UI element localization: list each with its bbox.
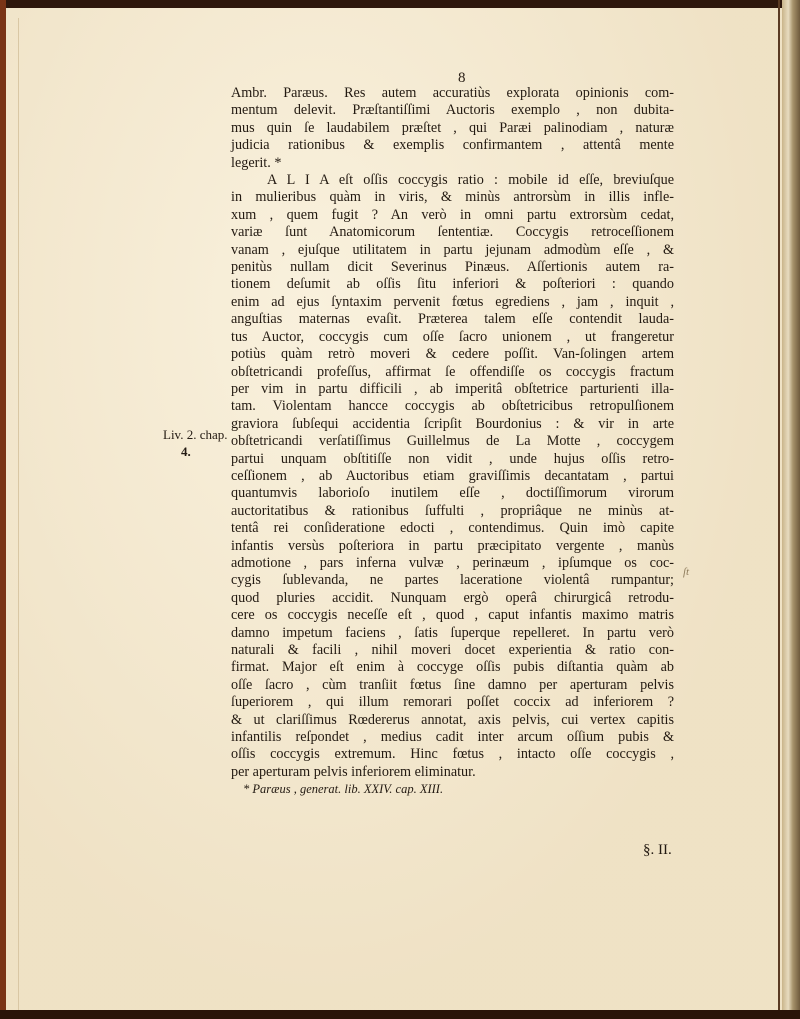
scan-bottom-border — [0, 1010, 800, 1019]
page-number: 8 — [458, 70, 466, 86]
text-line: infantilis reſpondet , medius cadit inter arcum oſſium pubis & — [231, 729, 674, 746]
text-line: firmat. Major eſt enim à coccyge oſſis pubis diſtantia quàm ab — [231, 659, 674, 676]
text-line: tionem deſumit ab oſſis ſitu inferiori & poſteriori : quando — [231, 276, 674, 293]
text-line: partui unquam obſtitiſſe non vidit , unde hujus oſſis retro- — [231, 450, 674, 467]
body-text — [231, 85, 674, 799]
text-line: Ambr. Paræus. Res autem accuratiùs explorata opinionis com- — [231, 85, 674, 101]
text-line: tus Auctor, coccygis cum oſſe ſacro unionem , ut frangeretur — [231, 328, 674, 345]
margin-note-reference: Liv. 2. chap. — [163, 427, 228, 442]
text-line: tam. Violentam hancce coccygis ab obſtetricibus retropulſionem — [231, 398, 674, 415]
text-line: vanam , ejuſque utilitatem in partu jejunam admodùm eſſe , & — [231, 241, 674, 258]
text-line: admotione , pars inferna vulvæ , perinæum , ipſumque os coc- — [231, 554, 674, 571]
text-line: obſtetricandi profeſſus, affirmat ſe offendiſſe os coccygis fractum — [231, 363, 674, 380]
margin-note-chapter: 4. — [181, 444, 191, 459]
text-line: penitùs nullam dicit Severinus Pinæus. Aſſertionis autem ra- — [231, 259, 674, 276]
text-line: enim ad ejus ſyntaxim pervenit fœtus egrediens , jam , inquit , — [231, 293, 674, 310]
text-line: per aperturam pelvis inferiorem eliminatur. — [231, 763, 476, 780]
text-line: & ut clariſſimus Rœdererus annotat, axis pelvis, cui vertex capitis — [231, 711, 674, 728]
text-line: infantis versùs poſteriora in partu præcipitato vergente , manùs — [231, 537, 674, 554]
margin-note — [163, 426, 228, 460]
text-line: legerit. * — [231, 154, 282, 171]
footnote-line: * Paræus , generat. lib. XXIV. cap. XIII. — [243, 782, 444, 797]
text-line: per vim in partu difficili , ab imperitâ obſtetrice parturienti illa- — [231, 380, 674, 397]
text-line: quantumvis laborioſo inutilem eſſe , doctiſſimorum virorum — [231, 485, 674, 502]
text-line: naturali & facili , nihil moveri docet experientia & ratio con- — [231, 642, 674, 658]
text-line: damno impetum faciens , ſatis ſuperque repelleret. In partu verò — [231, 624, 674, 641]
text-line: xum , quem fugit ? An verò in omni partu extrorsùm cedat, — [231, 206, 674, 223]
text-line: cygis ſublevanda, ne partes laceratione violentâ rumpantur; — [231, 572, 674, 589]
text-line: quod pluries accidit. Nunquam ergò operâ chirurgicâ retrodu- — [231, 589, 674, 606]
text-line: judicia rationibus & exemplis confirmantem , attentâ mente — [231, 137, 674, 154]
text-line: in mulieribus quàm in viris, & minùs antrorsùm in illis infle- — [231, 189, 674, 206]
book-spine — [782, 0, 800, 1019]
spine-shadow — [778, 0, 780, 1019]
text-line: graviora ſubſequi accidentia ſcripſit Bourdonius : & vir in arte — [231, 415, 674, 432]
text-line: ſuperiorem , qui illum remorari poſſet coccix ad inferiorem ? — [231, 694, 674, 711]
text-line: anguſtias maternas evaſit. Præterea talem eſſe contendit lauda- — [231, 311, 674, 328]
page-fold-line — [18, 18, 19, 1014]
text-line: oſſis coccygis extremum. Hinc fœtus , intacto oſſe coccygis , — [231, 746, 674, 763]
text-line: obſtetricandi verſatiſſimus Guillelmus de La Motte , coccygem — [231, 433, 674, 450]
text-line: variæ ſunt Anatomicorum ſententiæ. Coccygis retroceſſionem — [231, 224, 674, 241]
text-line: tentâ rei conſideratione edocti , contendimus. Quin imò capite — [231, 520, 674, 537]
text-line: cere os coccygis neceſſe eſt , quod , caput infantis maximo matris — [231, 607, 674, 624]
text-line: potiùs quàm retrò moveri & cedere poſſit. Van-ſolingen artem — [231, 346, 674, 363]
text-line: oſſe ſacro , cùm tranſiit fœtus ſine damno per aperturam pelvis — [231, 676, 674, 693]
text-line: mus quin ſe laudabilem præſtet , qui Paræi palinodiam , naturæ — [231, 119, 674, 136]
stray-marginal-mark: ſt — [683, 566, 690, 578]
text-line: mentum delevit. Præſtantiſſimi Auctoris exemplo , non dubita- — [231, 102, 674, 119]
catchword: §. II. — [643, 842, 672, 858]
text-line: A L I A eſt oſſis coccygis ratio : mobile id eſſe, breviuſque — [267, 172, 674, 189]
text-line: ceſſionem , ab Auctoribus etiam graviſſimis decantatam , partui — [231, 467, 674, 484]
scan-top-border — [0, 0, 800, 8]
text-line: auctoritatibus & rationibus ſuffulti , propriâque ne minùs at- — [231, 502, 674, 519]
